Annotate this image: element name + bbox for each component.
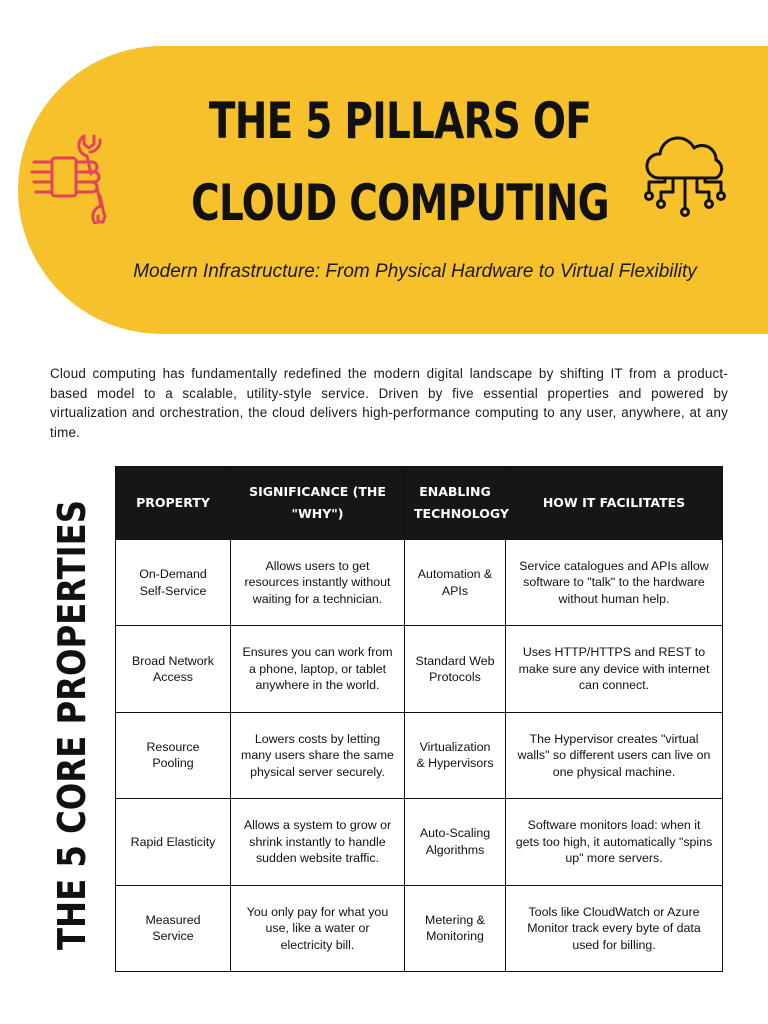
cell-technology: Virtualization & Hypervisors [405, 712, 506, 798]
cell-facilitates: Uses HTTP/HTTPS and REST to make sure any device with internet can connect. [506, 626, 723, 712]
header-enabling-technology: ENABLING TECHNOLOGY [405, 467, 506, 540]
cell-property: Broad Network Access [116, 626, 231, 712]
cell-facilitates: Tools like CloudWatch or Azure Monitor track every byte of data used for billing. [506, 885, 723, 971]
header-property: PROPERTY [116, 467, 231, 540]
cell-property: On-Demand Self-Service [116, 540, 231, 626]
properties-table [115, 466, 723, 972]
cell-significance: Allows a system to grow or shrink instantly to handle sudden website traffic. [231, 799, 405, 885]
table-row [116, 799, 723, 885]
title-line-2: CLOUD COMPUTING [191, 174, 609, 232]
cell-technology: Auto-Scaling Algorithms [405, 799, 506, 885]
header-significance: SIGNIFICANCE (THE "WHY") [231, 467, 405, 540]
cell-facilitates: Software monitors load: when it gets too high, it automatically "spins up" more servers. [506, 799, 723, 885]
side-label [50, 460, 94, 989]
cell-technology: Standard Web Protocols [405, 626, 506, 712]
hand-wrench-icon [30, 132, 122, 224]
cell-property: Rapid Elasticity [116, 799, 231, 885]
cell-significance: Ensures you can work from a phone, laptop, or tablet anywhere in the world. [231, 626, 405, 712]
cell-technology: Metering & Monitoring [405, 885, 506, 971]
cell-significance: Lowers costs by letting many users share the same physical server securely. [231, 712, 405, 798]
side-label-text: THE 5 CORE PROPERTIES [50, 500, 94, 950]
table-row [116, 626, 723, 712]
page-title [182, 80, 619, 244]
cell-significance: You only pay for what you use, like a water or electricity bill. [231, 885, 405, 971]
table-header-row [116, 467, 723, 540]
table-row [116, 712, 723, 798]
title-line-1: THE 5 PILLARS OF [208, 92, 592, 150]
subtitle: Modern Infrastructure: From Physical Hardware to Virtual Flexibility [133, 261, 697, 282]
cloud-network-icon [640, 130, 730, 220]
intro-paragraph: Cloud computing has fundamentally redefined the modern digital landscape by shifting IT from a product-based model to a scalable, utility-style service. Driven by five essential properties and powered by virtualization and orchestration, the cloud delivers high-performance computing to any user, anywhere, at any time. [50, 366, 728, 440]
cell-technology: Automation & APIs [405, 540, 506, 626]
table-row [116, 885, 723, 971]
cell-facilitates: Service catalogues and APIs allow software to "talk" to the hardware without human help. [506, 540, 723, 626]
table-row [116, 540, 723, 626]
cell-facilitates: The Hypervisor creates "virtual walls" so different users can live on one physical machine. [506, 712, 723, 798]
cell-significance: Allows users to get resources instantly without waiting for a technician. [231, 540, 405, 626]
header-how-it-facilitates: HOW IT FACILITATES [506, 467, 723, 540]
cell-property: Resource Pooling [116, 712, 231, 798]
cell-property: Measured Service [116, 885, 231, 971]
